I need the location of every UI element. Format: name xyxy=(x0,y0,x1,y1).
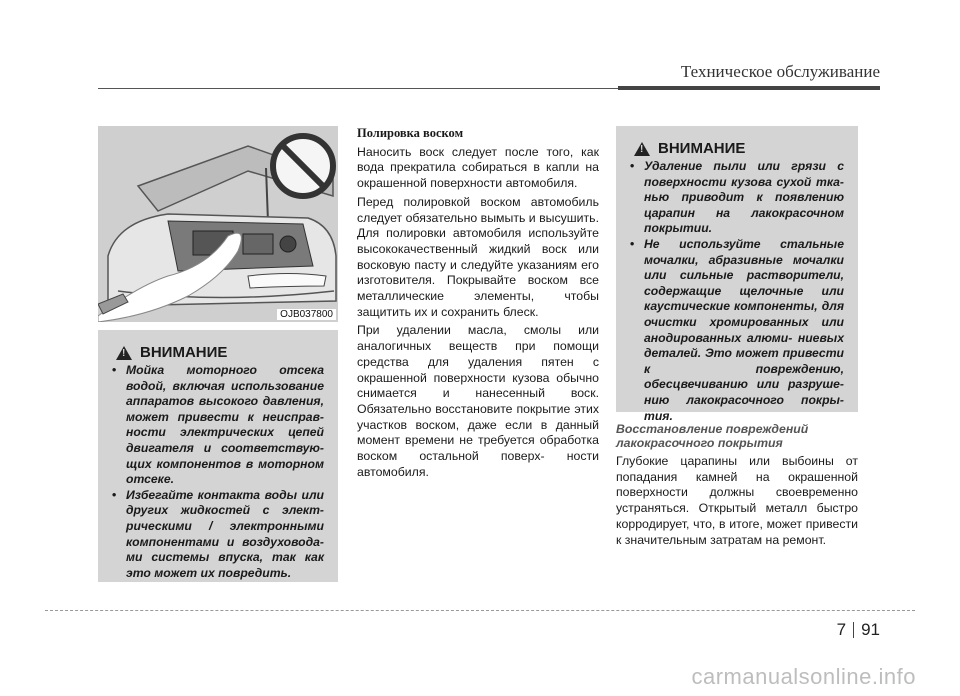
warning-triangle-icon xyxy=(116,346,132,360)
warning-heading-text: ВНИМАНИЕ xyxy=(658,140,746,157)
paragraph: Перед полировкой воском автомобиль следует обязательно вымыть и высушить. Для полировки автомобиля используйте высококачественный жидкий воск или восковую пасту и следуйте указаниям его изготовителя. Покрывайте воском все металлические элементы, чтобы защитить их и сохранить блеск. xyxy=(357,194,599,319)
page-separator xyxy=(853,622,854,638)
warning-box-engine-wash xyxy=(98,330,338,582)
warning-heading-text: ВНИМАНИЕ xyxy=(140,344,228,361)
figure-code: OJB037800 xyxy=(277,309,336,320)
page-number-value: 91 xyxy=(861,620,880,639)
paint-repair-section xyxy=(616,422,858,548)
section-heading: Полировка воском xyxy=(357,126,464,140)
warning-box-paint-care xyxy=(616,126,858,423)
chapter-number: 7 xyxy=(836,620,847,639)
car-engine-drawing xyxy=(98,126,338,322)
paragraph: Глубокие царапины или выбоины от попадания камней на окрашенной поверхности должны своевременно устраняться. Открытый металл быстро корродирует, что, в итоге, может привести к значительным затратам на ремонт. xyxy=(616,454,858,547)
warning-item: • Избегайте контакта воды или других жидкостей с элект- рическими / электронными компонентами и воздуховода- ми системы впуска, так как это может их повредить. xyxy=(112,488,324,582)
paragraph: При удалении масла, смолы или аналогичных веществ при помощи средства для удаления пятен с окрашенной поверхности кузова обычно снимается и нанесенный воск. Обязательно восстановите покрытие этих участков воском, даже если в данный момент времени не требуется обработка воском остальной поверх- ности автомобиля. xyxy=(357,323,599,479)
footer-rule xyxy=(45,610,915,611)
warning-list xyxy=(112,363,324,581)
warning-list xyxy=(630,159,844,424)
warning-heading xyxy=(112,344,324,361)
page-number xyxy=(837,620,880,640)
warning-item: • Мойка моторного отсека водой, включая использование аппаратов высокого давления, может привести к неисправ- ности электрических цепей двигателя и соответствую- щих компонентов в моторном отсеке. xyxy=(112,363,324,488)
warning-heading xyxy=(630,140,844,157)
waxing-section xyxy=(357,126,599,483)
paragraph: Наносить воск следует после того, как вода прекратила собираться в капли на окрашенной поверхности автомобиля. xyxy=(357,144,599,191)
engine-wash-illustration xyxy=(98,126,338,322)
warning-triangle-icon xyxy=(634,142,650,156)
warning-item: • Удаление пыли или грязи с поверхности кузова сухой тка- нью приводит к появлению царапин на лакокрасочном покрытии. xyxy=(630,159,844,237)
watermark: carmanualsonline.info xyxy=(691,664,916,689)
no-sign-icon xyxy=(273,136,333,196)
section-title: Техническое обслуживание xyxy=(680,62,880,81)
warning-item: • Не используйте стальные мочалки, абразивные мочалки или сильные растворители, содержащие щелочные или каустические компоненты, для очистки хромированных или анодированных алюми- ниевых деталей. Это может привести к повреждению, обесцвечиванию или разруше- нию лакокрасочного покры- тия. xyxy=(630,237,844,424)
header-rule-accent xyxy=(618,86,880,90)
section-heading: Восстановление повреждений лакокрасочного покрытия xyxy=(616,422,809,450)
